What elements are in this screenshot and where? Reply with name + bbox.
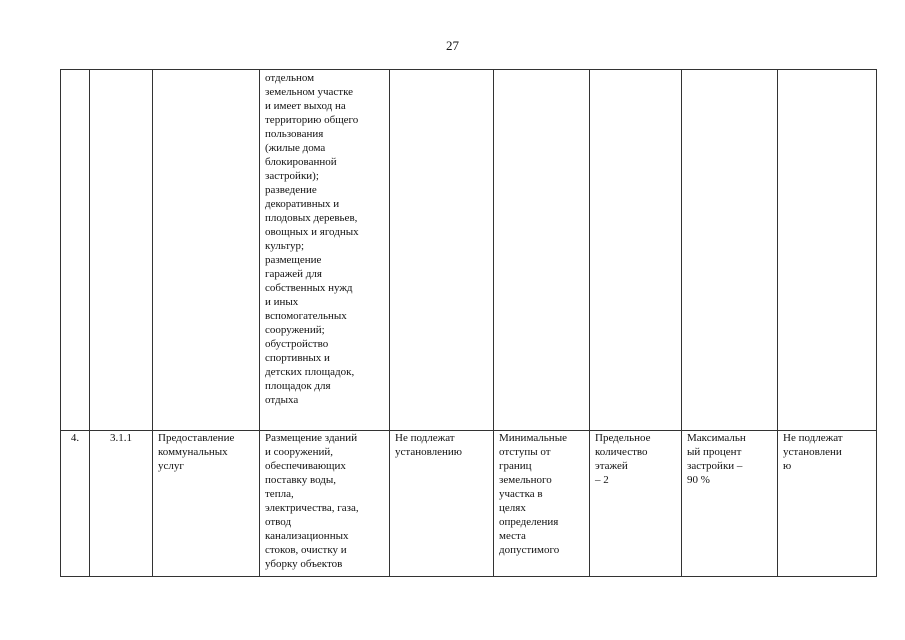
code-cell: 3.1.1 xyxy=(90,431,153,577)
floors-cell: Предельное количество этажей – 2 xyxy=(590,431,682,577)
table-row xyxy=(61,70,877,431)
use-name-cell: Предоставление коммунальных услуг xyxy=(153,431,260,577)
floors-cell xyxy=(590,70,682,431)
row-number-cell: 4. xyxy=(61,431,90,577)
row-number-cell xyxy=(61,70,90,431)
coverage-cell: Максимальн ый процент застройки – 90 % xyxy=(682,431,778,577)
setbacks-cell: Минимальные отступы от границ земельного участка в целях определения места допустимого xyxy=(494,431,590,577)
other-cell: Не подлежат установлени ю xyxy=(778,431,877,577)
table-row xyxy=(61,431,877,577)
page-number: 27 xyxy=(446,38,459,53)
area-cell xyxy=(390,70,494,431)
area-cell: Не подлежат установлению xyxy=(390,431,494,577)
regulations-table xyxy=(60,69,877,577)
setbacks-cell xyxy=(494,70,590,431)
other-cell xyxy=(778,70,877,431)
description-cell: отдельном земельном участке и имеет выход на территорию общего пользования (жилые дома блокированной застройки); разведение декоративных и плодовых деревьев, овощных и ягодных культур; размещение гаражей для собственных нужд и иных вспомогательных сооружений; обустройство спортивных и детских площадок, площадок для отдыха xyxy=(260,70,390,431)
code-cell xyxy=(90,70,153,431)
description-cell: Размещение зданий и сооружений, обеспечивающих поставку воды, тепла, электричества, газа, отвод канализационных стоков, очистку и уборку объектов xyxy=(260,431,390,577)
coverage-cell xyxy=(682,70,778,431)
use-name-cell xyxy=(153,70,260,431)
